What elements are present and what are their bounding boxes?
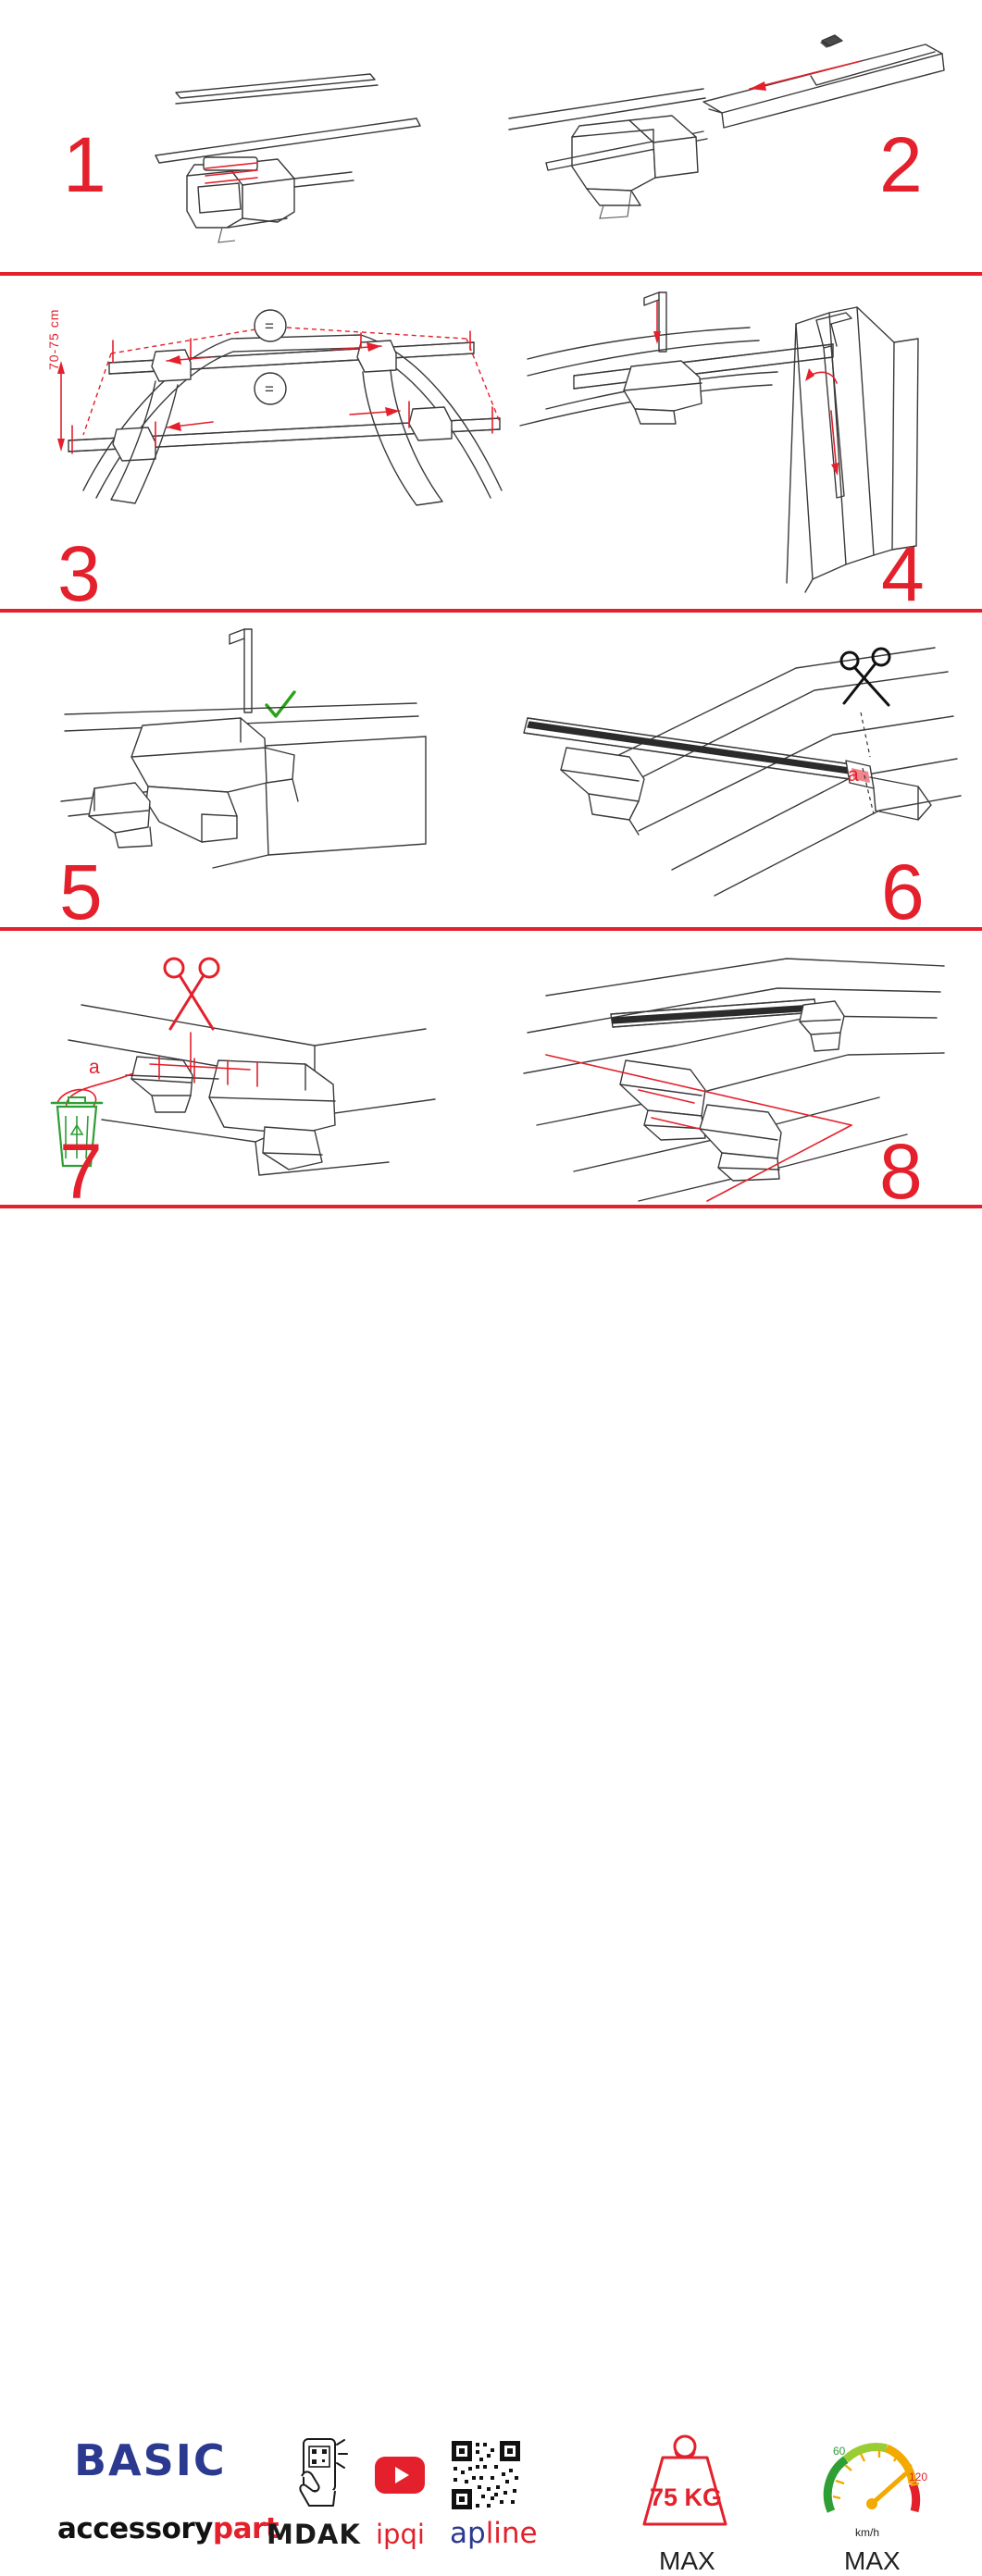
divider-row-2: [0, 609, 982, 613]
step-number-6: 6: [881, 848, 923, 935]
scissors-icon: [841, 649, 889, 705]
brand-ipqi-logo: ipqi: [376, 2519, 425, 2550]
step-number-7: 7: [59, 1128, 101, 1215]
step-number-5: 5: [59, 848, 101, 935]
gauge-high-label: 120: [909, 2471, 928, 2483]
qr-code-icon[interactable]: [450, 2439, 522, 2511]
brand-ap-text: ap: [450, 2517, 486, 2550]
max-speed-label: MAX: [844, 2546, 901, 2575]
step-number-8: 8: [879, 1128, 921, 1215]
max-weight-label: MAX: [659, 2546, 715, 2575]
step-4-illustration: [518, 287, 944, 592]
speed-unit-label: km/h: [855, 2526, 880, 2539]
step-number-4: 4: [881, 530, 923, 617]
step-number-1: 1: [63, 121, 105, 208]
step-number-3: 3: [57, 530, 99, 617]
equal-sign-top: =: [265, 317, 274, 335]
weight-icon: [629, 2432, 740, 2532]
step-5-illustration: [46, 620, 472, 888]
brand-apline-logo: [450, 2517, 538, 2550]
brand-line-text: line: [485, 2517, 538, 2550]
footer-branding-bar: [0, 1205, 982, 2575]
distance-label: 70-75 cm: [46, 308, 61, 370]
part-label-a-step6: a: [848, 764, 859, 786]
part-label-a-step7: a: [89, 1057, 100, 1078]
brand-part-text: part: [212, 2512, 280, 2545]
brand-accessory-text: accessory: [57, 2512, 213, 2545]
scissors-icon-2: [165, 959, 218, 1029]
step-3-illustration: [56, 305, 537, 546]
phone-scan-icon: [283, 2435, 357, 2509]
equal-sign-bottom: =: [265, 380, 274, 398]
brand-basic-logo: BASIC: [74, 2435, 227, 2485]
brand-mdak-logo: MDAK: [267, 2519, 361, 2550]
divider-row-3: [0, 927, 982, 931]
divider-row-1: [0, 272, 982, 276]
step-1-illustration: [139, 46, 509, 259]
youtube-icon[interactable]: [374, 2456, 426, 2495]
gauge-low-label: 60: [833, 2445, 846, 2458]
weight-value-label: 75 KG: [650, 2483, 723, 2511]
brand-accessorypart-logo: [57, 2512, 279, 2545]
step-number-2: 2: [879, 121, 921, 208]
